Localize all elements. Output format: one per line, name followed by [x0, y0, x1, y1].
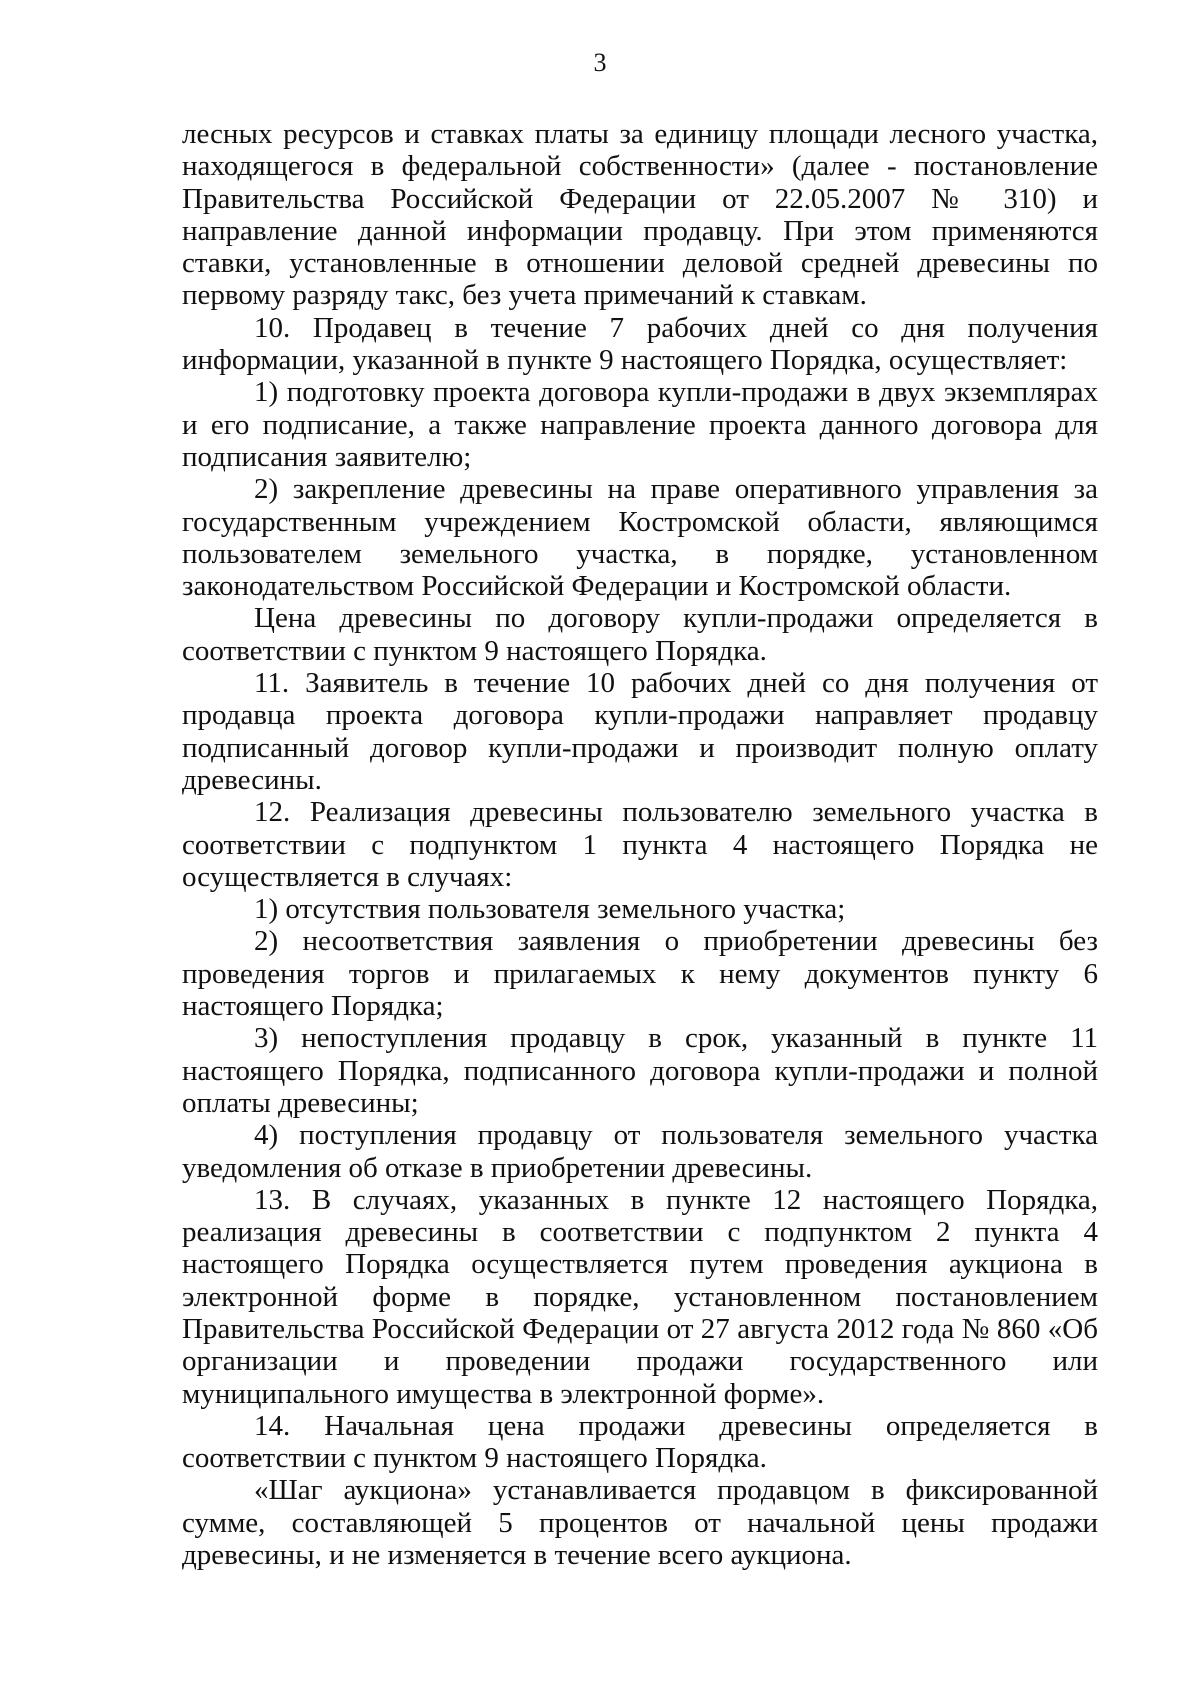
- paragraph-item-11: 11. Заявитель в течение 10 рабочих дней со дня получения от продавца проекта договора купли-продажи направляет продавцу подписанный договор купли-продажи и производит полную оплату древесины.: [182, 667, 1098, 796]
- paragraph-item-12-2: 2) несоответствия заявления о приобретении древесины без проведения торгов и прилагаемых к нему документов пункту 6 настоящего Порядка;: [182, 925, 1098, 1023]
- paragraph-item-10-2: 2) закрепление древесины на праве оперативного управления за государственным учреждением Костромской области, являющимся пользователем земельного участка, в порядке, установленном законодательством Российской Федерации и Костромской области.: [182, 473, 1098, 603]
- paragraph-item-10: 10. Продавец в течение 7 рабочих дней со дня получения информации, указанной в пункте 9 настоящего Порядка, осуществляет:: [182, 311, 1098, 377]
- paragraph-item-13: 13. В случаях, указанных в пункте 12 настоящего Порядка, реализация древесины в соответствии с подпунктом 2 пункта 4 настоящего Порядка осуществляется путем проведения аукциона в электронной форме в порядке, установленном постановлением Правительства Российской Федерации от 27 августа 2012 года № 860 «Об организации и проведении продажи государственного или муниципального имущества в электронной форме».: [182, 1183, 1098, 1410]
- paragraph-item-12-4: 4) поступления продавцу от пользователя земельного участка уведомления об отказе в приобретении древесины.: [182, 1119, 1098, 1184]
- paragraph-continuation: лесных ресурсов и ставках платы за единицу площади лесного участка, находящегося в федеральной собственности» (далее - постановление Правительства Российской Федерации от 22.05.2007 № 310) и направление данной информации продавцу. При этом применяются ставки, установленные в отношении деловой средней древесины по первому разряду такс, без учета примечаний к ставкам.: [182, 118, 1098, 312]
- paragraph-item-12: 12. Реализация древесины пользователю земельного участка в соответствии с подпунктом 1 пункта 4 настоящего Порядка не осуществляется в случаях:: [182, 796, 1098, 893]
- paragraph-auction-step: «Шаг аукциона» устанавливается продавцом в фиксированной сумме, составляющей 5 процентов от начальной цены продажи древесины, и не изменяется в течение всего аукциона.: [182, 1474, 1098, 1572]
- paragraph-item-14: 14. Начальная цена продажи древесины определяется в соответствии с пунктом 9 настоящего Порядка.: [182, 1409, 1098, 1475]
- page-number: 3: [593, 48, 607, 77]
- paragraph-price: Цена древесины по договору купли-продажи определяется в соответствии с пунктом 9 настоящего Порядка.: [182, 602, 1098, 667]
- paragraph-item-10-1: 1) подготовку проекта договора купли-продажи в двух экземплярах и его подписание, а также направление проекта данного договора для подписания заявителю;: [182, 376, 1098, 473]
- paragraph-item-12-1: 1) отсутствия пользователя земельного участка;: [254, 893, 846, 926]
- document-body: [182, 118, 1098, 1571]
- paragraph-item-12-3: 3) непоступления продавцу в срок, указанный в пункте 11 настоящего Порядка, подписанного договора купли-продажи и полной оплаты древесины;: [182, 1022, 1098, 1119]
